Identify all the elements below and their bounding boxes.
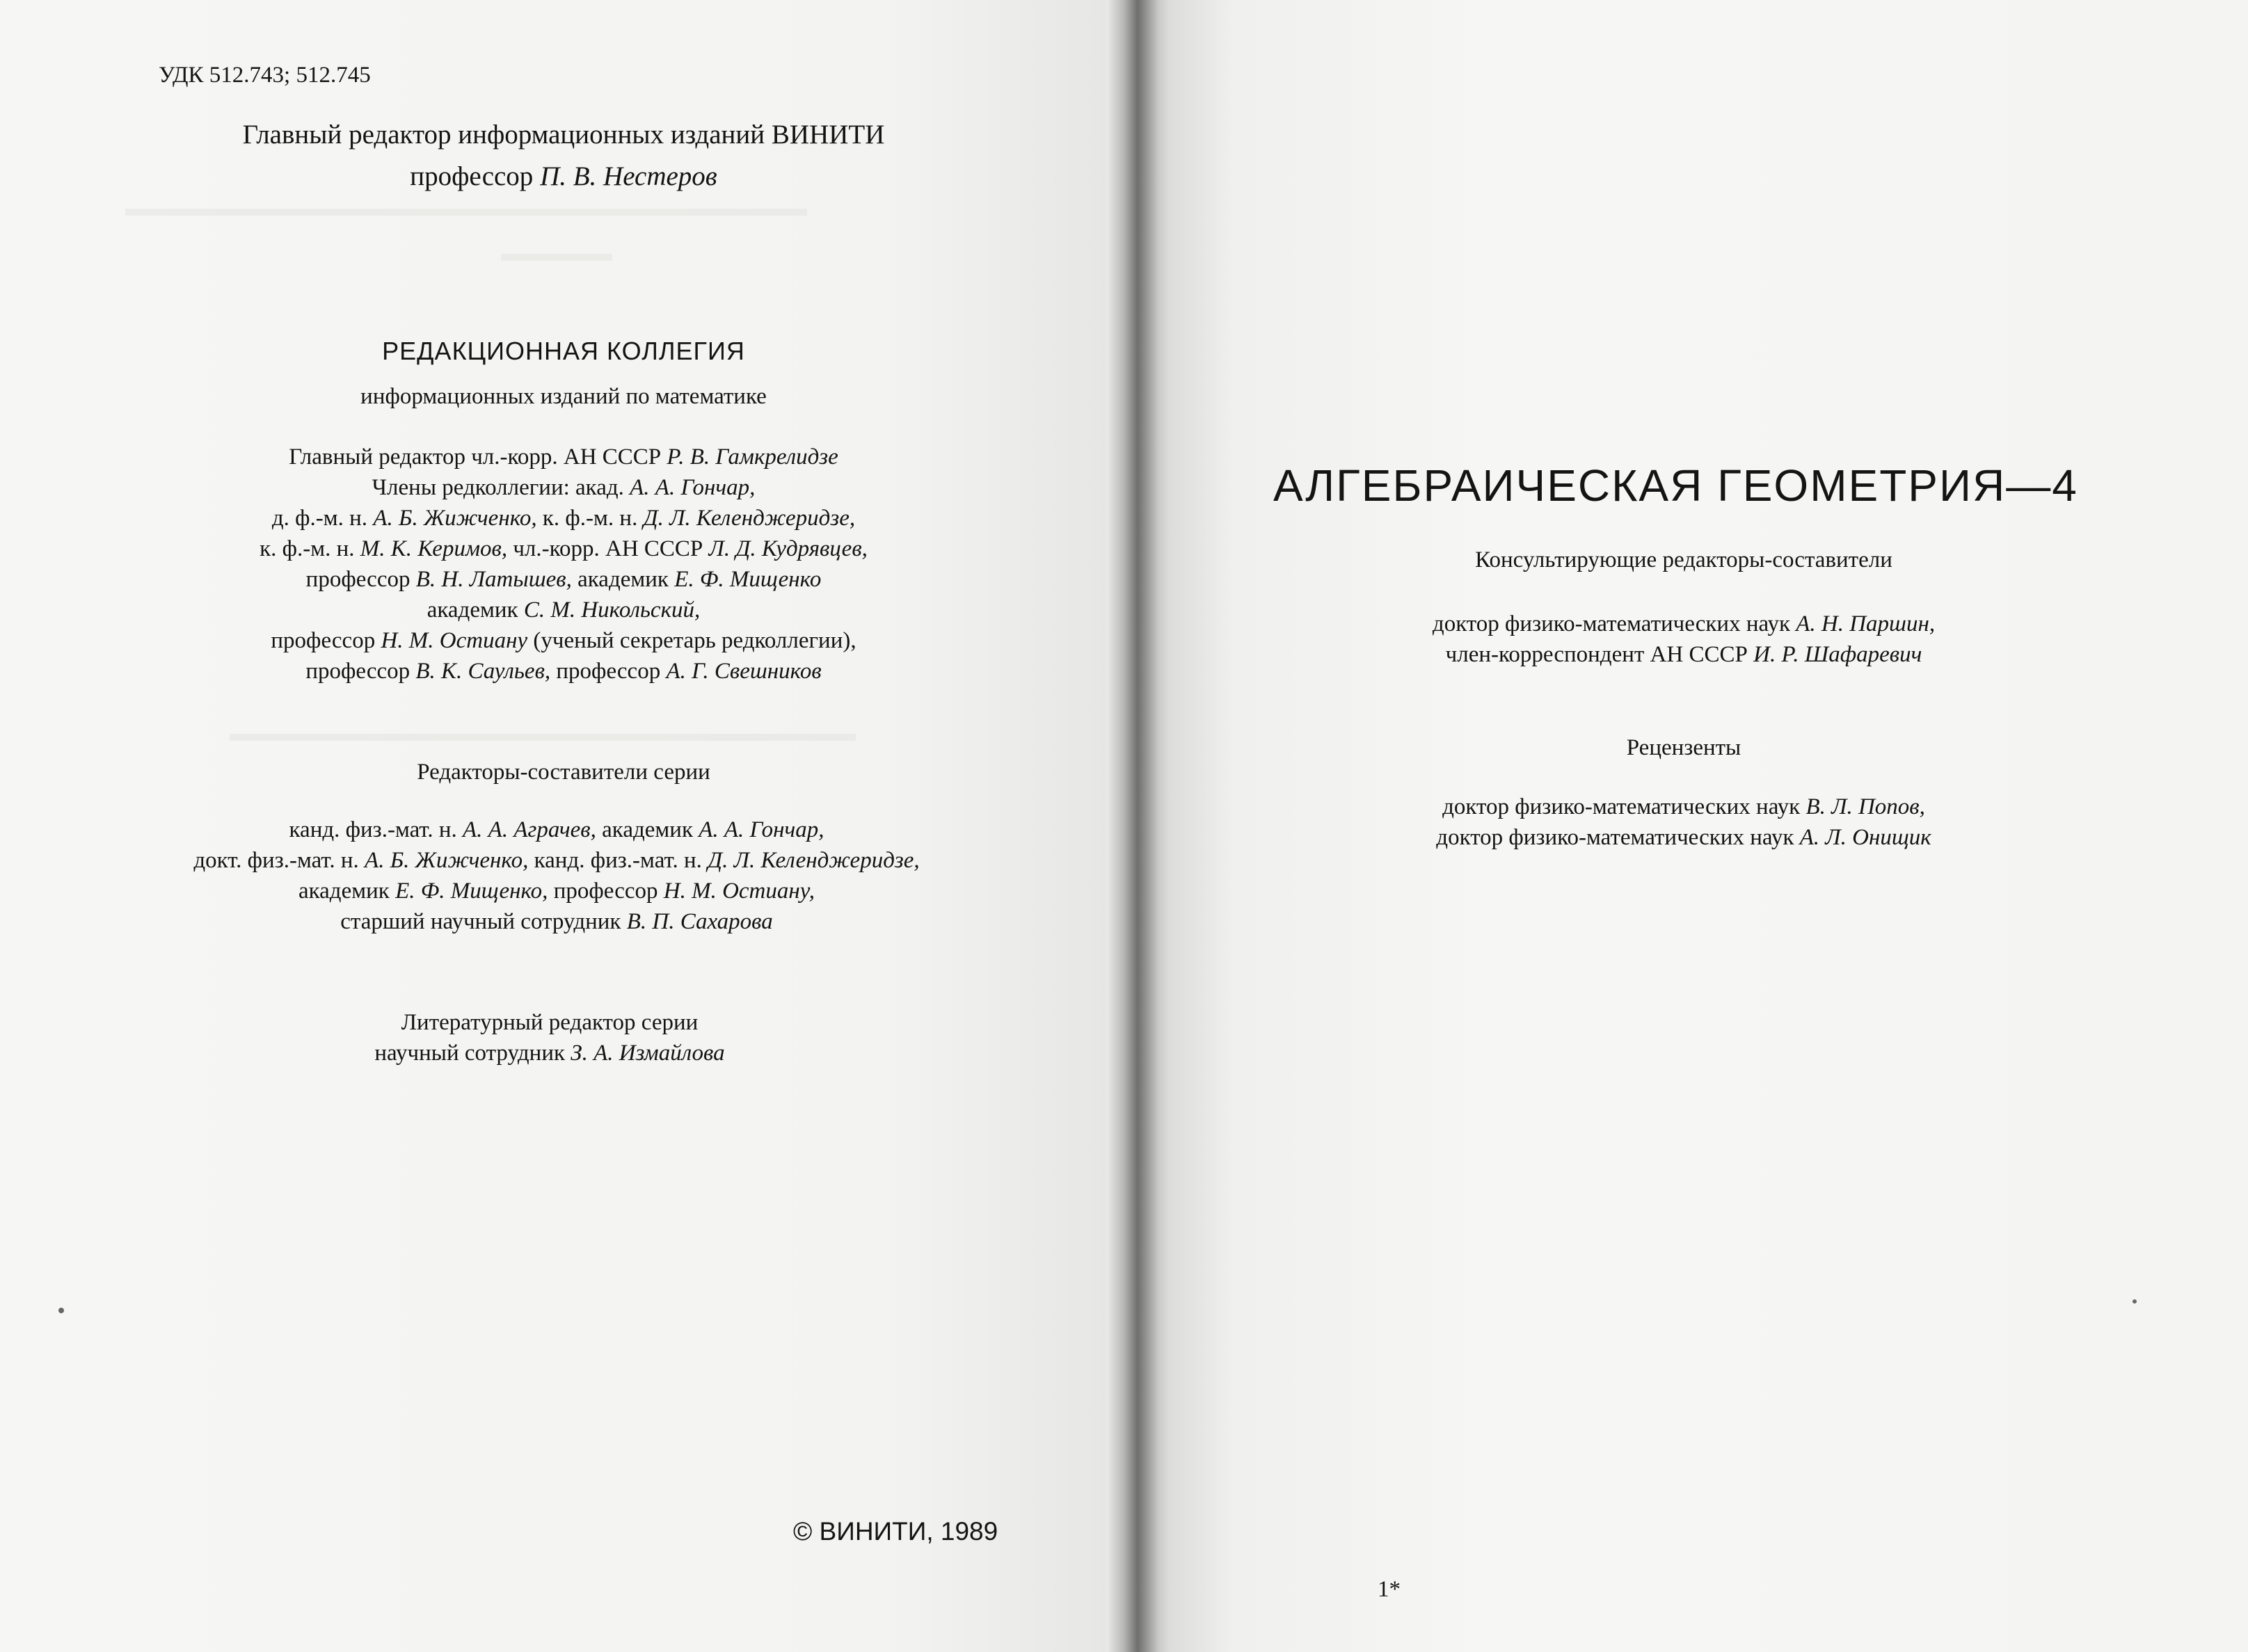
udk-code: УДК 512.743; 512.745 <box>159 63 371 88</box>
credit-text: академик <box>427 598 524 623</box>
credit-text: канд. физ.-мат. н. <box>289 817 463 842</box>
credit-text: (ученый секретарь редколлегии), <box>527 628 856 653</box>
board-member-line <box>305 657 821 685</box>
left-page <box>0 0 1113 1652</box>
credit-text: д. ф.-м. н. <box>271 506 374 531</box>
person-name: В. К. Саульев, <box>415 659 551 684</box>
person-name: И. Р. Шафаревич <box>1753 642 1922 667</box>
person-name: А. Б. Жижченко, <box>365 848 529 873</box>
person-name: А. А. Гончар, <box>630 475 756 500</box>
board-member-line <box>372 474 756 502</box>
credit-text: доктор физико-математических наук <box>1436 825 1800 850</box>
person-name: С. М. Никольский, <box>523 598 701 623</box>
chief-editor-title: профессор <box>410 161 534 191</box>
credit-text: канд. физ.-мат. н. <box>528 848 708 873</box>
credit-text: профессор <box>550 659 667 684</box>
person-name: А. Б. Жижченко, <box>373 506 537 531</box>
credit-text: академик <box>596 817 699 842</box>
credit-text: Главный редактор чл.-корр. АН СССР <box>289 444 667 470</box>
reviewers-heading: Рецензенты <box>1626 735 1741 760</box>
credit-text: член-корреспондент АН СССР <box>1445 642 1754 667</box>
board-member-line <box>427 596 701 624</box>
person-name: В. П. Сахарова <box>626 909 773 934</box>
person-name: Е. Ф. Мищенко <box>674 567 822 592</box>
board-subheading: информационных изданий по математике <box>360 384 767 409</box>
series-editor-line <box>298 877 815 905</box>
credit-text: доктор физико-математических наук <box>1442 794 1806 819</box>
credit-text: академик <box>571 567 675 592</box>
person-name: А. Л. Онищик <box>1799 825 1931 850</box>
page-signature: 1* <box>1378 1577 1401 1602</box>
copyright-notice: © ВИНИТИ, 1989 <box>793 1517 998 1546</box>
credit-text: профессор <box>305 567 416 592</box>
board-heading: РЕДАКЦИОННАЯ КОЛЛЕГИЯ <box>382 337 745 365</box>
person-name: Д. Л. Келенджеридзе, <box>643 506 856 531</box>
person-name: Н. М. Остиану <box>381 628 528 653</box>
person-name: В. Л. Попов, <box>1805 794 1925 819</box>
literary-editor-line <box>374 1039 724 1067</box>
person-name: Е. Ф. Мищенко, <box>395 879 548 904</box>
chief-editor-name-line <box>410 160 717 193</box>
board-member-line <box>271 627 856 655</box>
consultant-line <box>1433 610 1935 638</box>
person-name: Р. В. Гамкрелидзе <box>667 444 838 470</box>
consultants-heading: Консультирующие редакторы-составители <box>1475 547 1892 572</box>
credit-text: докт. физ.-мат. н. <box>193 848 365 873</box>
literary-editor-title: научный сотрудник <box>374 1041 571 1066</box>
board-member-line <box>306 566 822 593</box>
person-name: А. А. Аграчев, <box>463 817 596 842</box>
credit-text: чл.-корр. АН СССР <box>507 536 709 561</box>
credit-text: к. ф.-м. н. <box>260 536 360 561</box>
series-editor-line <box>289 816 824 844</box>
board-member-line <box>260 535 868 563</box>
person-name: М. К. Керимов, <box>360 536 508 561</box>
bleed-through-mark <box>501 254 612 261</box>
person-name: Д. Л. Келенджеридзе, <box>708 848 920 873</box>
consultant-line <box>1446 641 1922 668</box>
credit-text: доктор физико-математических наук <box>1432 611 1796 636</box>
bleed-through-mark <box>125 209 807 216</box>
paper-speck <box>2133 1299 2137 1304</box>
reviewer-line <box>1436 824 1931 851</box>
literary-editor-heading: Литературный редактор серии <box>401 1010 699 1035</box>
credit-text: старший научный сотрудник <box>340 909 627 934</box>
right-page <box>1169 0 2248 1652</box>
credit-text: Члены редколлегии: акад. <box>372 475 630 500</box>
book-title: АЛГЕБРАИЧЕСКАЯ ГЕОМЕТРИЯ—4 <box>1273 460 2078 511</box>
credit-text: профессор <box>548 879 664 904</box>
person-name: А. Н. Паршин, <box>1796 611 1936 636</box>
literary-editor-name: З. А. Измайлова <box>571 1041 725 1066</box>
chief-editor-line: Главный редактор информационных изданий ВИНИТИ <box>242 120 885 150</box>
person-name: А. Г. Свешников <box>666 659 822 684</box>
board-member-line <box>289 443 838 471</box>
series-editor-line <box>340 908 773 936</box>
book-gutter <box>1106 0 1176 1652</box>
credit-text: профессор <box>305 659 416 684</box>
chief-editor-name: П. В. Нестеров <box>540 161 717 191</box>
person-name: В. Н. Латышев, <box>415 567 572 592</box>
bleed-through-mark <box>230 734 856 741</box>
person-name: Л. Д. Кудрявцев, <box>708 536 868 561</box>
series-heading: Редакторы-составители серии <box>417 760 710 785</box>
credit-text: к. ф.-м. н. <box>536 506 644 531</box>
credit-text: профессор <box>271 628 381 653</box>
reviewer-line <box>1442 793 1925 821</box>
board-member-line <box>272 504 855 532</box>
credit-text: академик <box>298 879 396 904</box>
person-name: А. А. Гончар, <box>699 817 824 842</box>
person-name: Н. М. Остиану, <box>663 879 815 904</box>
paper-speck <box>58 1308 64 1313</box>
series-editor-line <box>193 847 919 874</box>
